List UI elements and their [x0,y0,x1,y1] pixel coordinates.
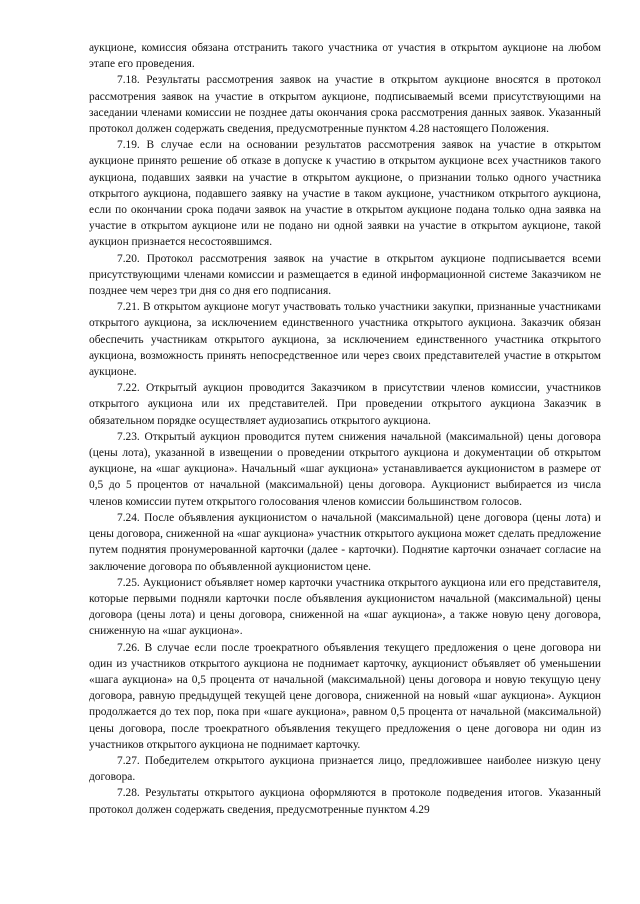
paragraph-7-21: 7.21. В открытом аукционе могут участвовать только участники закупки, признанные участниками открытого аукциона, за исключением единственного участника открытого аукциона. Заказчик обязан обеспечить участникам открытого аукциона, за исключением единственного участника открытого аукциона, возможность принять непосредственное или через своих представителей участие в открытом аукционе. [89,301,601,379]
paragraph-7-19: 7.19. В случае если на основании результатов рассмотрения заявок на участие в открытом аукционе принято решение об отказе в допуске к участию в открытом аукционе всех участников такого аукциона, подавших заявки на участие в открытом аукционе, о признании только одного участника открытого аукциона, подавшего заявку на участие в таком аукционе, участником открытого аукциона, если по окончании срока подачи заявок на участие в открытом аукционе подана только одна заявка на участие в открытом аукционе или не подано ни одной заявки на участие в открытом аукционе, такой аукцион признается несостоявшимся. [89,139,601,249]
paragraph-7-22: 7.22. Открытый аукцион проводится Заказчиком в присутствии членов комиссии, участников открытого аукциона или их представителей. При проведении открытого аукциона Заказчик в обязательном порядке осуществляет аудиозапись открытого аукциона. [89,382,601,427]
paragraph-7-23: 7.23. Открытый аукцион проводится путем снижения начальной (максимальной) цены договора (цены лота), указанной в извещении о проведении открытого аукциона и документации об открытом аукционе, на «шаг аукциона». Начальный «шаг аукциона» устанавливается аукционистом в размере от 0,5 до 5 процентов от начальной (максимальной) цены договора. Аукционист выбирается из числа членов комиссии путем открытого голосования членов комиссии большинством голосов. [89,430,601,508]
paragraph-7-24: 7.24. После объявления аукционистом о начальной (максимальной) цене договора (цены лота) и цены договора, сниженной на «шаг аукциона» участник открытого аукциона может сделать предложение путем поднятия пронумерованной карточки (далее - карточки). Поднятие карточки означает согласие на заключение договора по объявленной аукционистом цене. [89,511,601,573]
paragraph-7-20: 7.20. Протокол рассмотрения заявок на участие в открытом аукционе подписывается всеми присутствующими членами комиссии и размещается в единой информационной системе Заказчиком не позднее чем через три дня со дня его подписания. [89,252,601,298]
paragraph-7-28: 7.28. Результаты открытого аукциона оформляются в протоколе подведения итогов. Указанный протокол должен содержать сведения, предусмотренные пунктом 4.29 [89,787,601,816]
paragraph-7-26: 7.26. В случае если после троекратного объявления текущего предложения о цене договора ни один из участников открытого аукциона не поднимает карточку, аукционист объявляет об уменьшении «шага аукциона» на 0,5 процента от начальной (максимальной) цены договора и новую текущую цену договора, равную предыдущей текущей цене договора, сниженной на новый «шаг аукциона». Аукцион продолжается до тех пор, пока при «шаге аукциона», равном 0,5 процента от начальной (максимальной) цены договора, после троекратного объявления текущего предложения о цене договора ни один из участников открытого аукциона не поднимает карточку. [89,641,601,751]
document-page [89,40,601,818]
continuation-paragraph: аукционе, комиссия обязана отстранить такого участника от участия в открытом аукционе на любом этапе его проведения. [89,42,601,71]
paragraph-7-18: 7.18. Результаты рассмотрения заявок на участие в открытом аукционе вносятся в протокол рассмотрения заявок на участие в открытом аукционе, подписываемый всеми присутствующими на заседании членами комиссии не позднее даты окончания срока рассмотрения данных заявок. Указанный протокол должен содержать сведения, предусмотренные пунктом 4.28 настоящего Положения. [89,74,601,136]
paragraph-7-25: 7.25. Аукционист объявляет номер карточки участника открытого аукциона или его представителя, которые первыми подняли карточки после объявления аукционистом начальной (максимальной) цены договора (цены лота) и цены договора, сниженной на «шаг аукциона», а также новую цену договора, сниженную на «шаг аукциона». [89,576,601,638]
paragraph-7-27: 7.27. Победителем открытого аукциона признается лицо, предложившее наиболее низкую цену договора. [89,754,601,784]
